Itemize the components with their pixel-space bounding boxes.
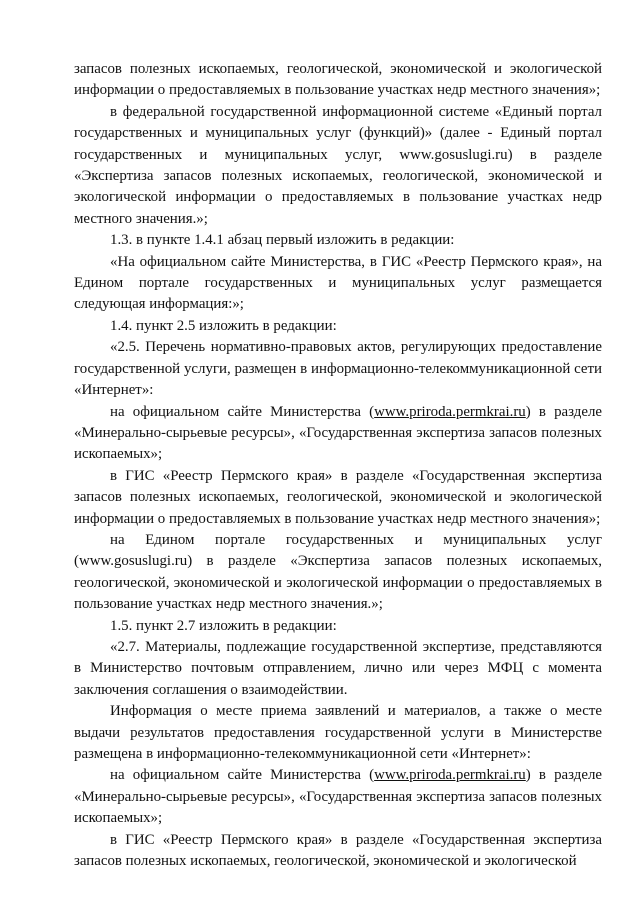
paragraph-2: в федеральной государственной информационной системе «Единый портал государственных и муниципальных услуг (функций)» (далее - Единый портал государственных и муниципальных услуг, www.gosuslugi.ru) в разделе «Экспертиза запасов полезных ископаемых, геологической, экономической и экологической информации о предоставляемых в пользование участках недр местного значения.»; [74, 103, 602, 227]
paragraph-6: «2.5. Перечень нормативно-правовых актов, регулирующих предоставление государственной услуги, размещен в информационно-телекоммуникационной сети «Интернет»: [74, 339, 602, 399]
paragraph-7 [74, 402, 602, 466]
paragraph-11: «2.7. Материалы, подлежащие государственной экспертизе, представляются в Министерство почтовым отправлением, лично или через МФЦ с момента заключения соглашения о взаимодействии. [74, 638, 602, 698]
ministry-site-link[interactable]: www.priroda.permkrai.ru [374, 403, 526, 420]
paragraph-8: в ГИС «Реестр Пермского края» в разделе «Государственная экспертиза запасов полезных ископаемых, геологической, экономической и экологической информации о предоставляемых в пользование участках недр местного значения»; [74, 467, 602, 527]
paragraph-7-before: на официальном сайте Министерства ( [110, 403, 375, 420]
paragraph-3: 1.3. в пункте 1.4.1 абзац первый изложить в редакции: [110, 232, 455, 249]
paragraph-9: на Едином портале государственных и муниципальных услуг (www.gosuslugi.ru) в разделе «Экспертиза запасов полезных ископаемых, геологической, экономической и экологической информации о предоставляемых в пользование участках недр местного значения.»; [74, 531, 602, 613]
paragraph-1: запасов полезных ископаемых, геологической, экономической и экологической информации о предоставляемых в пользование участках недр местного значения»; [74, 61, 602, 99]
ministry-site-link-2[interactable]: www.priroda.permkrai.ru [374, 767, 526, 784]
paragraph-13 [74, 765, 602, 829]
paragraph-5: 1.4. пункт 2.5 изложить в редакции: [110, 317, 337, 334]
paragraph-4: «На официальном сайте Министерства, в ГИС «Реестр Пермского края», на Едином портале государственных и муниципальных услуг размещается следующая информация:»; [74, 253, 602, 313]
paragraph-14: в ГИС «Реестр Пермского края» в разделе «Государственная экспертиза запасов полезных ископаемых, геологической, экономической и экологической [74, 831, 602, 870]
paragraph-12: Информация о месте приема заявлений и материалов, а также о месте выдачи результатов предоставления государственной услуги в Министерстве размещена в информационно-телекоммуникационной сети «Интернет»: [74, 703, 602, 762]
paragraph-10: 1.5. пункт 2.7 изложить в редакции: [110, 617, 337, 634]
paragraph-7-after: ) в разделе «Минерально-сырьевые ресурсы», «Государственная экспертиза запасов полезных ископаемых»; [74, 403, 603, 463]
paragraph-13-after: ) в разделе «Минерально-сырьевые ресурсы», «Государственная экспертиза запасов полезных ископаемых»; [74, 767, 603, 827]
paragraph-13-before: на официальном сайте Министерства ( [110, 767, 375, 784]
